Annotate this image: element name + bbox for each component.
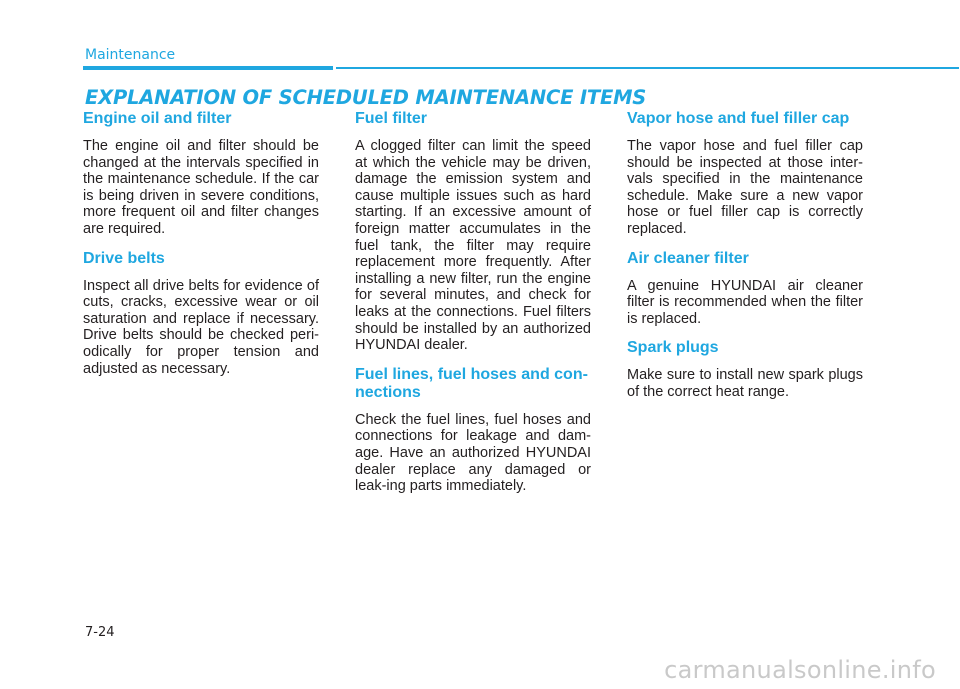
page-title: EXPLANATION OF SCHEDULED MAINTENANCE ITEMS	[85, 86, 647, 109]
paragraph-vapor-hose: The vapor hose and fuel filler cap should be inspected at those inter-vals specified in the maintenance schedule. Make sure a new vapor hose or fuel filler cap is correctly replaced.	[627, 138, 863, 237]
watermark: carmanualsonline.info	[664, 656, 936, 684]
heading-fuel-lines: Fuel lines, fuel hoses and con-nections	[355, 365, 588, 401]
page-number: 7-24	[85, 625, 115, 640]
header-rule-thick	[83, 66, 333, 70]
section-label: Maintenance	[85, 47, 176, 63]
column-1	[83, 110, 319, 389]
heading-vapor-hose: Vapor hose and fuel filler cap	[627, 110, 850, 127]
heading-engine-oil: Engine oil and filter	[83, 110, 232, 127]
heading-fuel-filter: Fuel filter	[355, 110, 428, 127]
header-rule-thin	[336, 67, 959, 69]
paragraph-drive-belts: Inspect all drive belts for evidence of cuts, cracks, excessive wear or oil saturation and replace if necessary. Drive belts should be checked peri-odically for proper tension and adjusted as necessary.	[83, 277, 319, 377]
paragraph-air-cleaner: A genuine HYUNDAI air cleaner filter is recommended when the filter is replaced.	[627, 277, 863, 327]
paragraph-fuel-filter: A clogged filter can limit the speed at which the vehicle may be driven, damage the emission system and cause multiple issues such as hard starting. If an excessive amount of foreign matter accumulates in the fuel tank, the filter may require replacement more frequently. After installing a new filter, run the engine for several minutes, and check for leaks at the connections. Fuel filters should be installed by an authorized HYUNDAI dealer.	[355, 138, 591, 354]
paragraph-engine-oil: The engine oil and filter should be changed at the intervals specified in the maintenance schedule. If the car is being driven in severe conditions, more frequent oil and filter changes are required.	[83, 138, 319, 237]
paragraph-fuel-lines: Check the fuel lines, fuel hoses and connections for leakage and dam-age. Have an authorized HYUNDAI dealer replace any damaged or leak-ing parts immediately.	[355, 411, 591, 495]
column-2	[355, 110, 591, 507]
column-3	[627, 110, 863, 413]
paragraph-spark-plugs: Make sure to install new spark plugs of the correct heat range.	[627, 367, 863, 400]
heading-spark-plugs: Spark plugs	[627, 339, 719, 357]
heading-drive-belts: Drive belts	[83, 249, 165, 267]
heading-air-cleaner: Air cleaner filter	[627, 249, 749, 267]
